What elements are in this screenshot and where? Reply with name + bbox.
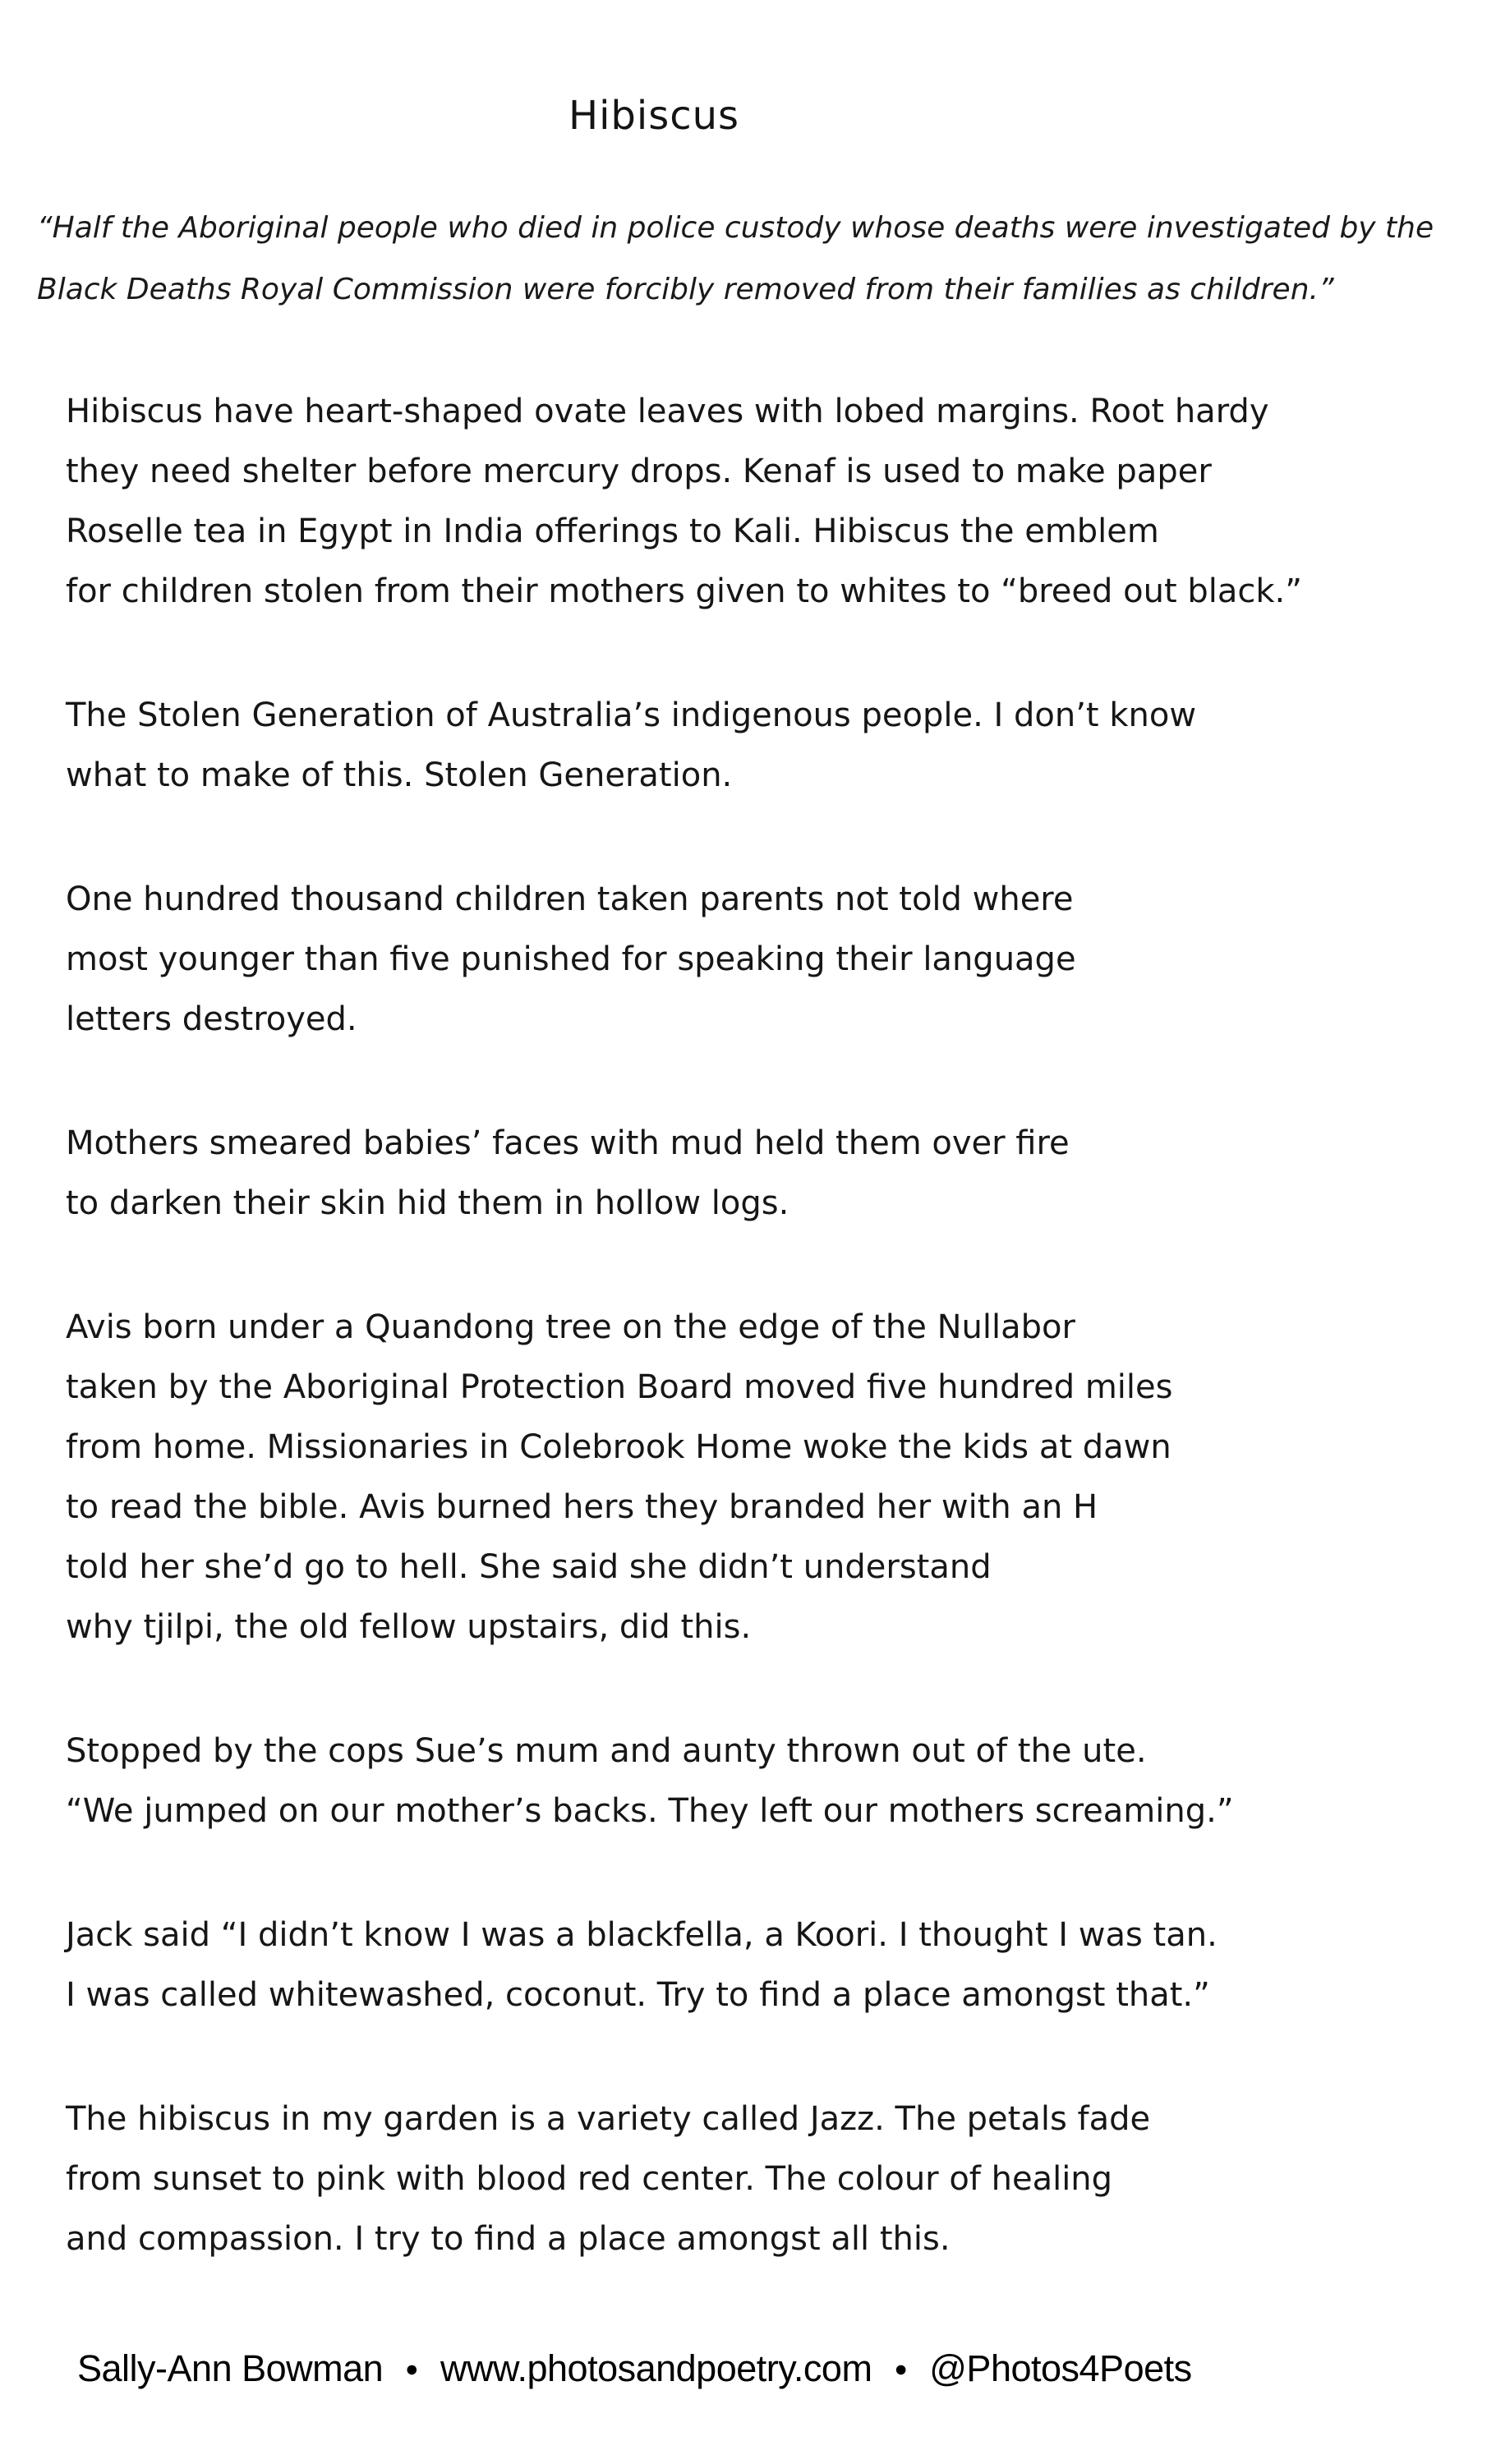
stanza-6 xyxy=(66,1722,1496,1841)
poem-line: taken by the Aboriginal Protection Board moved five hundred miles xyxy=(66,1368,1173,1406)
epigraph xyxy=(37,197,1496,320)
poem-line: why tjilpi, the old fellow upstairs, did this. xyxy=(66,1608,752,1646)
poem-line: for children stolen from their mothers given to whites to “breed out black.” xyxy=(66,572,1302,610)
stanza-3 xyxy=(66,870,1496,1050)
footer-handle: @Photos4Poets xyxy=(929,2347,1192,2389)
stanza-1 xyxy=(66,382,1496,622)
poem-line: told her she’d go to hell. She said she didn’t understand xyxy=(66,1548,992,1586)
poem-line: The Stolen Generation of Australia’s indigenous people. I don’t know xyxy=(66,696,1197,734)
poem-line: The hibiscus in my garden is a variety called Jazz. The petals fade xyxy=(66,2100,1151,2138)
poem-line: from home. Missionaries in Colebrook Home woke the kids at dawn xyxy=(66,1428,1171,1466)
poem-line: “We jumped on our mother’s backs. They left our mothers screaming.” xyxy=(66,1792,1234,1830)
poem-line: I was called whitewashed, coconut. Try to find a place amongst that.” xyxy=(66,1976,1210,2014)
poem-line: most younger than five punished for speaking their language xyxy=(66,940,1076,978)
poem-line: what to make of this. Stolen Generation. xyxy=(66,756,733,794)
poem-line: to read the bible. Avis burned hers they branded her with an H xyxy=(66,1488,1098,1526)
poem-body xyxy=(66,382,1496,2269)
stanza-8 xyxy=(66,2089,1496,2269)
poem-line: letters destroyed. xyxy=(66,1000,357,1038)
poem-line: Mothers smeared babies’ faces with mud held them over fire xyxy=(66,1124,1070,1162)
epigraph-line: Black Deaths Royal Commission were forcibly removed from their families as children.” xyxy=(37,273,1334,306)
stanza-7 xyxy=(66,1905,1496,2025)
poem-line: from sunset to pink with blood red center. The colour of healing xyxy=(66,2160,1113,2198)
bullet-icon: ● xyxy=(894,2356,908,2381)
footer-credit-line xyxy=(77,2347,1192,2390)
poem-line: to darken their skin hid them in hollow logs. xyxy=(66,1184,789,1222)
stanza-4 xyxy=(66,1114,1496,1234)
poem-line: Roselle tea in Egypt in India offerings to Kali. Hibiscus the emblem xyxy=(66,513,1159,550)
poem-line: and compassion. I try to find a place amongst all this. xyxy=(66,2220,951,2258)
poem-line: Stopped by the cops Sue’s mum and aunty thrown out of the ute. xyxy=(66,1732,1147,1770)
footer-website: www.photosandpoetry.com xyxy=(440,2347,872,2389)
poem-line: they need shelter before mercury drops. Kenaf is used to make paper xyxy=(66,453,1212,490)
bullet-icon: ● xyxy=(405,2356,418,2381)
poem-line: Jack said “I didn’t know I was a blackfella, a Koori. I thought I was tan. xyxy=(66,1916,1218,1954)
stanza-5 xyxy=(66,1298,1496,1657)
poem-line: Avis born under a Quandong tree on the edge of the Nullabor xyxy=(66,1308,1075,1346)
footer-author: Sally-Ann Bowman xyxy=(77,2347,384,2389)
stanza-2 xyxy=(66,686,1496,806)
page-title: Hibiscus xyxy=(568,93,740,139)
poem-line: Hibiscus have heart-shaped ovate leaves with lobed margins. Root hardy xyxy=(66,393,1269,430)
poem-line: One hundred thousand children taken parents not told where xyxy=(66,880,1074,918)
epigraph-line: “Half the Aboriginal people who died in police custody whose deaths were investigated by the xyxy=(37,211,1434,245)
